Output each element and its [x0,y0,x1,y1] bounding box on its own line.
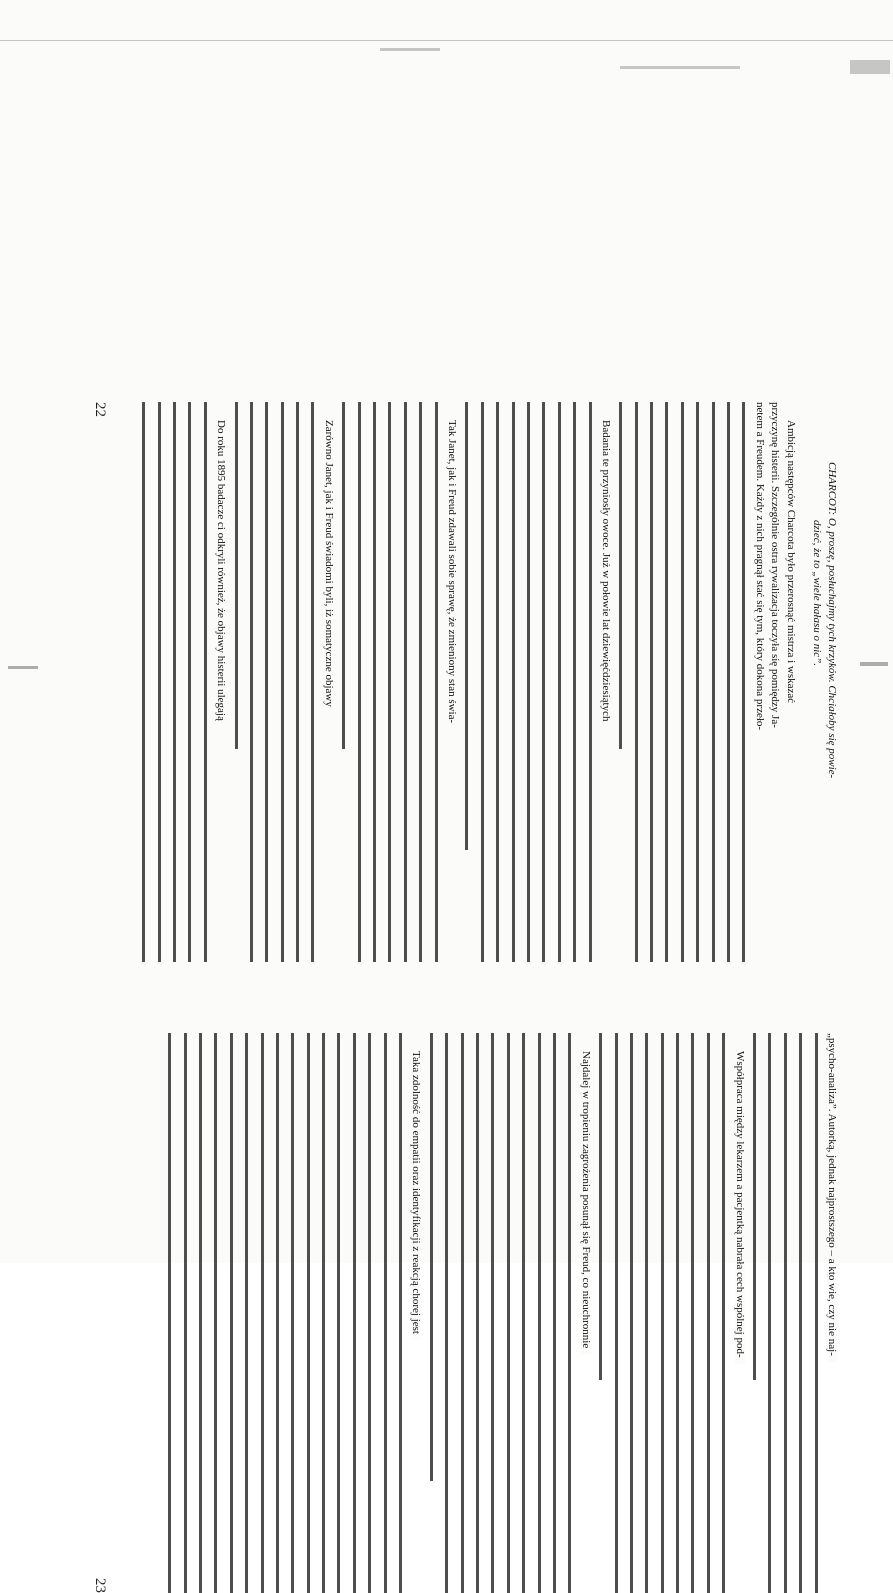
text-line [739,402,749,962]
text-line [719,1033,729,1593]
text-line [227,1033,237,1593]
text-line [662,402,672,962]
text-line [642,1033,652,1593]
text-line [247,402,257,962]
text-line: „psycho-analiza”. Autorką, jednak najprostszego – a kto wie, czy nie naj- [827,1033,837,1593]
text-line [462,402,472,850]
text-line: Zarówno Janet, jak i Freud świadomi byli, iż somatyczne objawy [324,402,334,962]
text-line [170,402,180,962]
text-line [355,402,365,962]
text-line [427,1033,437,1481]
gutter-mark [8,666,38,669]
text-line [539,402,549,962]
text-line [165,1033,175,1593]
text-line [401,402,411,962]
text-line [201,402,211,962]
text-line [365,1033,375,1593]
text-line [724,402,734,962]
text-line [796,1033,806,1593]
text-line [781,1033,791,1593]
text-line [565,1033,575,1593]
text-line [658,1033,668,1593]
text-line [262,402,272,962]
text-line [550,1033,560,1593]
text-line [385,402,395,962]
text-line [612,1033,622,1593]
text-line [812,1033,822,1593]
text-line [750,1033,760,1380]
text-line [473,1033,483,1593]
text-line [504,1033,514,1593]
text-line [586,402,596,962]
dialogue-speaker: CHARCOT: [826,462,838,516]
text-line [155,402,165,962]
scan-edge-artifact [620,66,740,69]
text-line [309,402,319,962]
text-line [509,402,519,962]
text-line [555,402,565,962]
text-line [570,402,580,962]
text-line [196,1033,206,1593]
book-page-23 [92,1033,838,1593]
text-line [596,1033,606,1380]
text-line: Do roku 1895 badacze ci odkryli również, że objawy histerii ulegają [216,402,226,962]
text-line [293,402,303,962]
text-line [232,402,242,749]
page-number: 22 [92,402,108,417]
text-line [181,1033,191,1593]
text-line [458,1033,468,1593]
text-line [242,1033,252,1593]
scan-edge-artifact [380,48,440,51]
text-line [288,1033,298,1593]
text-line [396,1033,406,1593]
gutter-mark [860,662,888,666]
text-line: przyczynę histerii. Szczególnie ostra rywalizacja toczyła się pomiędzy Ja- [770,402,780,962]
scan-edge-artifact [850,60,890,74]
text-line [432,402,442,962]
text-line [709,402,719,962]
text-line [632,402,642,962]
text-line [493,402,503,962]
text-line [211,1033,221,1593]
text-line [339,402,349,749]
text-line [278,402,288,962]
text-line [704,1033,714,1593]
text-line [319,1033,329,1593]
page-number: 23 [92,1578,108,1593]
text-line [370,402,380,962]
text-line [304,1033,314,1593]
dialogue-text: dzieć, że to „wiele hałasu o nic”. [812,520,822,672]
text-line [381,1033,391,1593]
text-line: Taka zdolność do empatii oraz identyfikacji z reakcją chorej jest [411,1033,421,1593]
text-line [765,1033,775,1593]
text-line: netem a Freudem. Każdy z nich pragnął stać się tym, który dokona przeło- [755,402,765,962]
dialogue-line [812,402,822,962]
text-line [350,1033,360,1593]
text-line [678,402,688,962]
text-line [488,1033,498,1593]
text-line [647,402,657,962]
text-line: Tak Janet, jak i Freud zdawali sobie sprawę, że zmieniony stan świa- [447,402,457,962]
text-line: Najdalej w tropieniu zagrożenia posunął się Freud, co nieuchronnie [581,1033,591,1593]
text-line [416,402,426,962]
dialogue-line [827,402,837,962]
dialogue-text: O, proszę, posłuchajmy tych krzyków. Chciałoby się powie- [826,517,838,779]
text-line [616,402,626,749]
text-line: Współpraca między lekarzem a pacjentką nabrała cech wspólnej pod- [735,1033,745,1593]
text-line: Badania te przyniosły owoce. Już w połowie lat dziewięćdziesiątych [601,402,611,962]
text-line [258,1033,268,1593]
text-line [535,1033,545,1593]
text-line [627,1033,637,1593]
text-line [478,402,488,962]
text-line [273,1033,283,1593]
text-line [524,402,534,962]
scan-edge-artifact [0,40,893,41]
text-line [335,1033,345,1593]
text-line [139,402,149,962]
text-line [688,1033,698,1593]
text-line [442,1033,452,1593]
text-line [693,402,703,962]
text-line [519,1033,529,1593]
text-line [673,1033,683,1593]
text-line: Ambicją następców Charcota było przerosnąć mistrza i wskazać [786,402,796,962]
book-page-22 [92,402,838,962]
text-line [185,402,195,962]
